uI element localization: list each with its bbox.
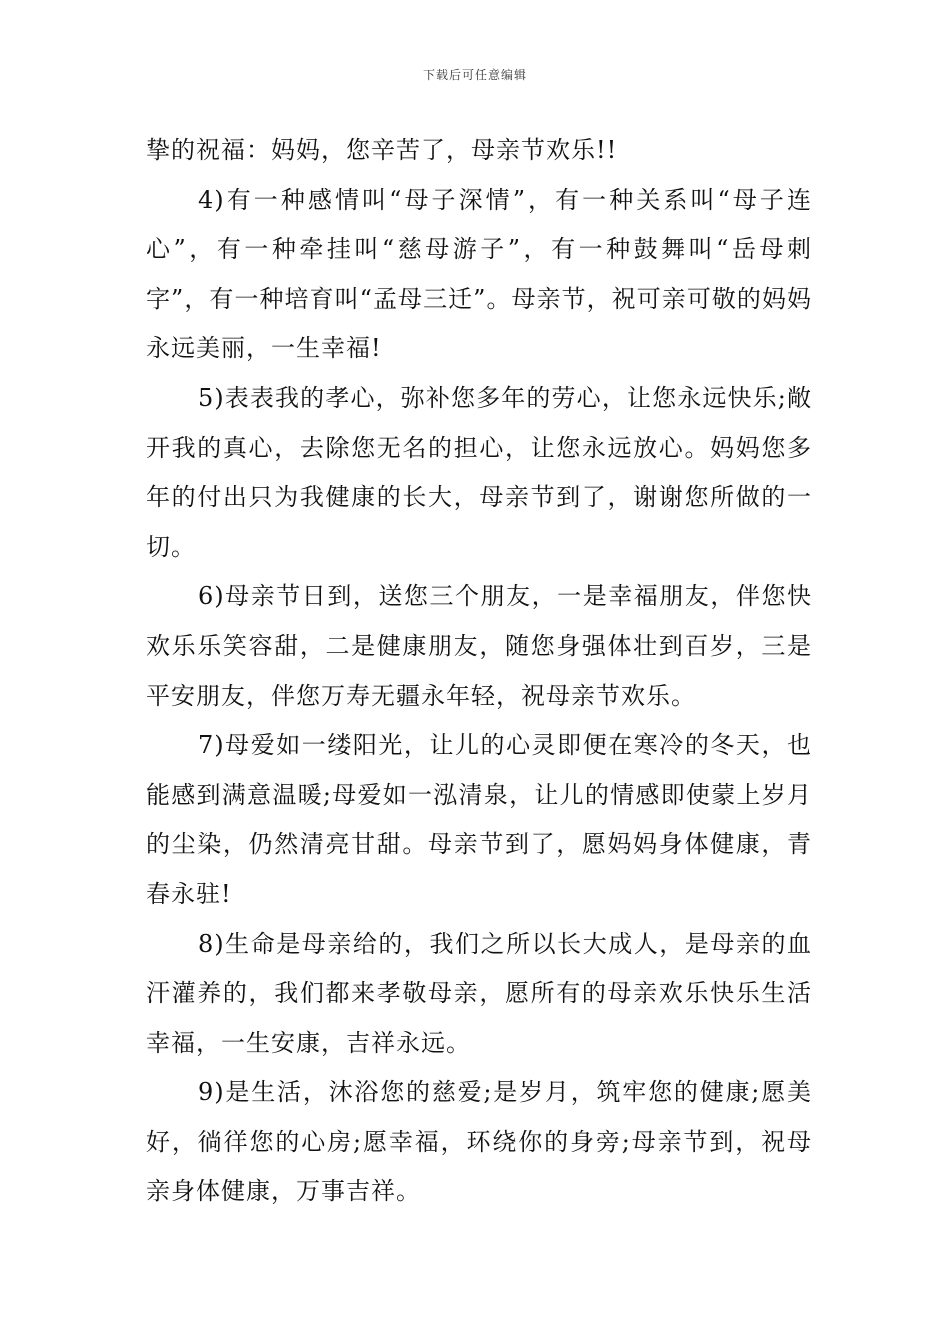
paragraph-item-4: 4)有一种感情叫“母子深情”，有一种关系叫“母子连心”，有一种牵挂叫“慈母游子”，有一种鼓舞叫“岳母刺字”，有一种培育叫“孟母三迁”。母亲节，祝可亲可敬的妈妈永远美丽，一生幸福! [146,185,812,363]
page-header: 下载后可任意编辑 [422,68,527,82]
document-body [146,126,812,1217]
paragraph-item-9: 9)是生活，沐浴您的慈爱;是岁月，筑牢您的健康;愿美好，徜徉您的心房;愿幸福，环绕你的身旁;母亲节到，祝母亲身体健康，万事吉祥。 [146,1078,812,1206]
paragraph-item-7: 7)母爱如一缕阳光，让儿的心灵即便在寒冷的冬天，也能感到满意温暖;母爱如一泓清泉，让儿的情感即使蒙上岁月的尘染，仍然清亮甘甜。母亲节到了，愿妈妈身体健康，青春永驻! [146,731,812,908]
paragraph-continuation: 挚的祝福：妈妈，您辛苦了，母亲节欢乐!! [146,136,618,164]
paragraph-item-6: 6)母亲节日到，送您三个朋友，一是幸福朋友，伴您快欢乐乐笑容甜，二是健康朋友，随您身强体壮到百岁，三是平安朋友，伴您万寿无疆永年轻，祝母亲节欢乐。 [146,582,812,710]
paragraph-item-5: 5)表表我的孝心，弥补您多年的劳心，让您永远快乐;敞开我的真心，去除您无名的担心，让您永远放心。妈妈您多年的付出只为我健康的长大，母亲节到了，谢谢您所做的一切。 [146,383,812,561]
paragraph-item-8: 8)生命是母亲给的，我们之所以长大成人，是母亲的血汗灌养的，我们都来孝敬母亲，愿所有的母亲欢乐快乐生活幸福，一生安康，吉祥永远。 [146,929,812,1057]
